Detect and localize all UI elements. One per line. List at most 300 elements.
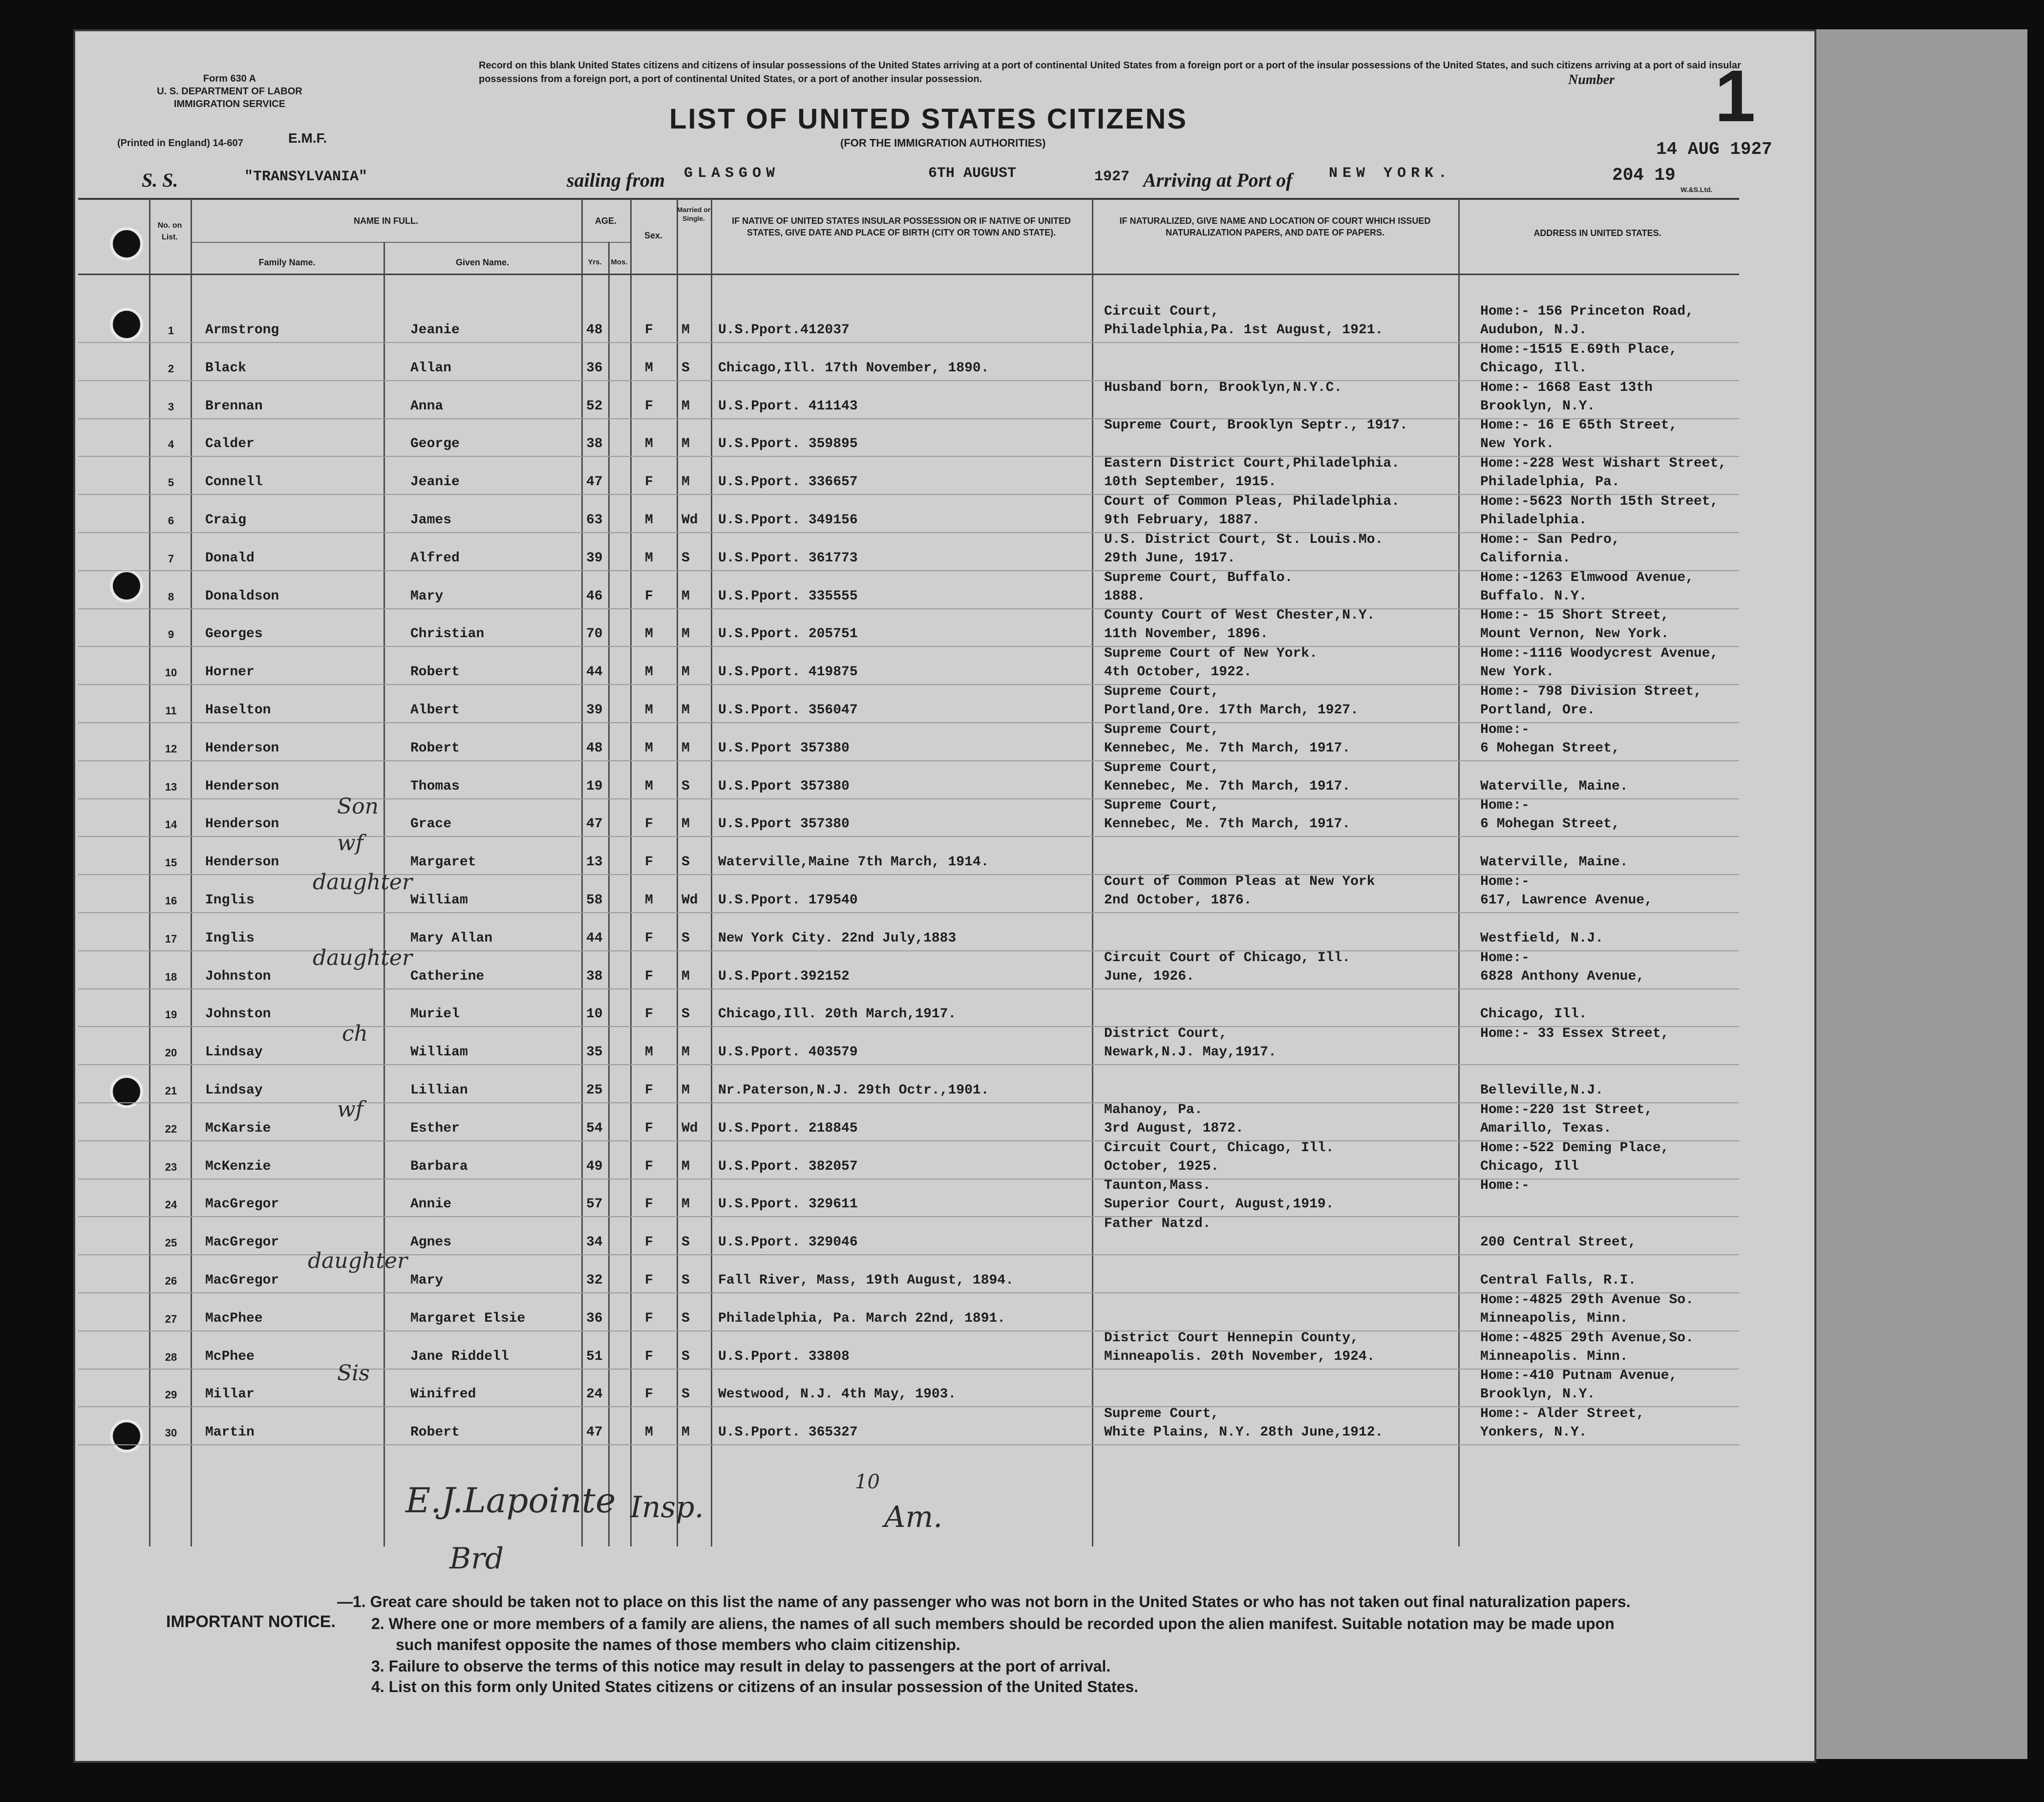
address-line-1: Home:-5623 North 15th Street, [1480,494,1719,509]
birth-info: U.S.Pport. 335555 [718,589,858,604]
marital-status: M [681,665,690,680]
given-name: Barbara [410,1159,468,1174]
row-number: 5 [168,476,174,489]
age-years: 10 [586,1007,603,1022]
address-line-1: Home:-4825 29th Avenue,So. [1480,1330,1694,1346]
row-number: 25 [165,1237,177,1249]
address-line-1: Home:- [1480,722,1530,737]
notice-item-2: 2. Where one or more members of a family are aliens, the names of all such members should be recorded upon the alien manifest. Suitable notation may be made upon [371,1615,1615,1632]
row-number: 13 [165,781,177,793]
binder-hole [110,1419,143,1453]
notice-item-3: 3. Failure to observe the terms of this notice may result in delay to passengers at the port of arrival. [371,1657,1111,1675]
birth-info: Philadelphia, Pa. March 22nd, 1891. [718,1311,1006,1326]
address-line-2: Portland, Ore. [1480,703,1596,718]
row-number: 6 [168,515,174,527]
address-line-2: Chicago, Ill. [1480,361,1587,376]
family-name: MacGregor [205,1235,279,1250]
col-divider [711,198,712,1546]
address-line-1: Home:- [1480,950,1530,965]
form-number: Form 630 A [203,73,256,84]
naturalization-line-1: County Court of West Chester,N.Y. [1104,608,1375,623]
address-line-2: Philadelphia, Pa. [1480,474,1620,490]
sex: M [645,665,653,680]
naturalization-line-1: U.S. District Court, St. Louis.Mo. [1104,532,1384,547]
row-number: 29 [165,1389,177,1401]
sex: M [645,703,653,718]
birth-info: U.S.Pport. 382057 [718,1159,858,1174]
sex: F [645,1349,653,1364]
row-number: 7 [168,553,174,565]
given-name: Thomas [410,779,460,794]
given-name: Robert [410,741,460,756]
header-no: No. on List. [157,221,182,241]
birth-info: U.S.Pport. 205751 [718,626,858,642]
sex: M [645,513,653,528]
birth-info: U.S.Pport 357380 [718,779,850,794]
header-sex: Sex. [644,231,663,240]
naturalization-line-2: Kennebec, Me. 7th March, 1917. [1104,816,1351,832]
number-label: Number [1568,72,1615,87]
address-line-2: 200 Central Street, [1480,1235,1637,1250]
given-name: Allan [410,361,452,376]
naturalization-line-2: Philadelphia,Pa. 1st August, 1921. [1104,322,1384,338]
family-name: Lindsay [205,1083,263,1098]
address-line-1: Home:- 33 Essex Street, [1480,1026,1669,1041]
given-name: Muriel [410,1007,460,1022]
naturalization-line-1: Supreme Court, Buffalo. [1104,570,1293,585]
arrival-date: 204 19 [1612,165,1676,185]
row-number: 16 [165,895,177,907]
naturalization-line-1: Circuit Court, Chicago, Ill. [1104,1140,1334,1156]
family-name: Inglis [205,931,255,946]
age-years: 57 [586,1197,603,1212]
address-line-2: 6 Mohegan Street, [1480,741,1620,756]
sailing-year: 1927 [1094,169,1130,185]
address-line-1: Home:- 1668 East 13th [1480,380,1653,395]
naturalization-line-2: Portland,Ore. 17th March, 1927. [1104,703,1359,718]
birth-info: U.S.Pport. 349156 [718,513,858,528]
address-line-1: Home:-1515 E.69th Place, [1480,342,1678,357]
address-line-2: New York. [1480,665,1554,680]
naturalization-line-2: October, 1925. [1104,1159,1219,1174]
row-number: 15 [165,857,177,869]
row-number: 24 [165,1199,177,1211]
marital-status: M [681,1197,690,1212]
birth-info: New York City. 22nd July,1883 [718,931,957,946]
address-line-1: Home:- 15 Short Street, [1480,608,1669,623]
marital-status: Wd [681,513,698,528]
address-line-1: Home:- San Pedro, [1480,532,1620,547]
birth-info: U.S.Pport.412037 [718,322,850,338]
sex: M [645,741,653,756]
adjacent-page-edge [1788,29,2027,1759]
given-name: Jeanie [410,474,460,490]
naturalization-line-1: Circuit Court, [1104,304,1219,319]
given-name: Alfred [410,551,460,566]
marital-status: M [681,816,690,832]
family-name: Calder [205,436,255,451]
address-line-2: Westfield, N.J. [1480,931,1604,946]
birth-info: U.S.Pport. 336657 [718,474,858,490]
given-name: Agnes [410,1235,452,1250]
naturalization-line-2: Superior Court, August,1919. [1104,1197,1334,1212]
family-name: Lindsay [205,1045,263,1060]
header-address: ADDRESS IN UNITED STATES. [1533,228,1661,238]
birth-info: U.S.Pport.392152 [718,969,850,984]
row-rule [78,836,1739,837]
given-name: Margaret [410,855,476,870]
row-number: 18 [165,971,177,983]
marital-status: S [681,1349,690,1364]
naturalization-line-1: Supreme Court, Brooklyn Septr., 1917. [1104,418,1408,433]
birth-info: U.S.Pport. 179540 [718,893,858,908]
address-line-2: Minneapolis. Minn. [1480,1349,1628,1364]
age-divider [581,242,630,243]
record-instructions: Record on this blank United States citizens and citizens of insular possessions of the United States arriving at a port of continental United States from a foreign port or a port of the insular possessions of the United States, and such citizens arriving at a port of said insular possessions from a foreign port, a port of continental United States, or a port of another insular possession. [479,60,1741,85]
sex: F [645,1235,653,1250]
arriving-label: Arriving at Port of [1143,169,1293,191]
age-years: 39 [586,703,603,718]
given-name: Mary [410,1273,444,1288]
family-name: McKarsie [205,1121,271,1136]
annotation-daughter: daughter [313,945,412,970]
sex: F [645,1387,653,1402]
age-years: 35 [586,1045,603,1060]
sex: M [645,1045,653,1060]
naturalization-line-1: Supreme Court, [1104,798,1219,813]
handwritten-board: Brd [449,1542,504,1576]
birth-info: U.S.Pport. 33808 [718,1349,850,1364]
printed-note: (Printed in England) 14-607 [117,138,243,149]
naturalization-line-1: District Court Hennepin County, [1104,1330,1359,1346]
row-number: 12 [165,743,177,755]
handwritten-am: Am. [884,1500,943,1534]
naturalization-line-1: Father Natzd. [1104,1216,1211,1231]
age-years: 36 [586,361,603,376]
family-name: Martin [205,1425,255,1440]
given-name: Mary [410,589,444,604]
address-line-2: Chicago, Ill [1480,1159,1579,1174]
row-number: 27 [165,1313,177,1325]
arrival-stamp: 14 AUG 1927 [1656,139,1772,159]
marital-status: S [681,361,690,376]
row-number: 10 [165,666,177,679]
given-name: Lillian [410,1083,468,1098]
family-name: Henderson [205,816,279,832]
address-line-2: Brooklyn, N.Y. [1480,1387,1596,1402]
sex: F [645,474,653,490]
naturalization-line-1: Supreme Court, [1104,760,1219,775]
naturalization-line-1: Supreme Court, [1104,1406,1219,1421]
address-line-2: Buffalo. N.Y. [1480,589,1587,604]
address-line-1: Home:-1116 Woodycrest Avenue, [1480,646,1719,661]
address-line-1: Home:- Alder Street, [1480,1406,1645,1421]
header-birth: IF NATIVE OF UNITED STATES INSULAR POSSESSION OR IF NATIVE OF UNITED STATES, GIVE DATE AND PLACE OF BIRTH (CITY OR TOWN AND STATE). [732,216,1071,237]
sex: M [645,1425,653,1440]
marital-status: S [681,1235,690,1250]
row-number: 21 [165,1085,177,1097]
family-name: Georges [205,626,263,642]
department: U. S. DEPARTMENT OF LABOR [157,86,302,97]
annotation-daughter: daughter [313,870,412,895]
page-subtitle: (FOR THE IMMIGRATION AUTHORITIES) [840,137,1046,149]
row-rule [78,760,1739,761]
birth-info: U.S.Pport. 365327 [718,1425,858,1440]
age-years: 25 [586,1083,603,1098]
marital-status: M [681,322,690,338]
naturalization-line-2: 11th November, 1896. [1104,626,1269,642]
family-name: Craig [205,513,247,528]
naturalization-line-2: 3rd August, 1872. [1104,1121,1244,1136]
naturalization-line-1: Mahanoy, Pa. [1104,1102,1203,1117]
sailing-date: 6TH AUGUST [928,165,1017,182]
marital-status: M [681,1083,690,1098]
given-name: Christian [410,626,485,642]
age-years: 36 [586,1311,603,1326]
sex: M [645,626,653,642]
naturalization-line-2: Kennebec, Me. 7th March, 1917. [1104,741,1351,756]
marital-status: S [681,779,690,794]
header-bottom-border [78,274,1739,275]
given-name: Margaret Elsie [410,1311,526,1326]
birth-info: U.S.Pport. 403579 [718,1045,858,1060]
marital-status: M [681,969,690,984]
address-line-1: Home:-522 Deming Place, [1480,1140,1669,1156]
birth-info: Nr.Paterson,N.J. 29th Octr.,1901. [718,1083,989,1098]
family-name: MacGregor [205,1273,279,1288]
birth-info: U.S.Pport 357380 [718,741,850,756]
sex: F [645,855,653,870]
col-divider [581,198,583,1546]
printer-mark: W.&S.Ltd. [1681,186,1713,193]
given-name: Winifred [410,1387,476,1402]
birth-info: Westwood, N.J. 4th May, 1903. [718,1387,957,1402]
sex: F [645,1083,653,1098]
age-years: 58 [586,893,603,908]
age-years: 38 [586,969,603,984]
row-number: 22 [165,1123,177,1135]
naturalization-line-1: Court of Common Pleas at New York [1104,874,1375,889]
col-divider [630,198,632,1546]
naturalization-line-1: District Court, [1104,1026,1228,1041]
family-name: McPhee [205,1349,255,1364]
col-divider [191,198,192,1546]
age-years: 51 [586,1349,603,1364]
address-line-2: Central Falls, R.I. [1480,1273,1637,1288]
annotation-wife: wf [337,831,363,856]
given-name: William [410,893,468,908]
inspector-signature: E.J.Lapointe [405,1480,616,1521]
header-family: Family Name. [258,257,316,267]
sex: M [645,551,653,566]
binder-hole [110,308,143,341]
age-years: 13 [586,855,603,870]
address-line-1: Home:-220 1st Street, [1480,1102,1653,1117]
address-line-1: Home:- [1480,874,1530,889]
marital-status: S [681,855,690,870]
marital-status: S [681,931,690,946]
row-number: 30 [165,1427,177,1439]
age-years: 52 [586,399,603,414]
given-name: Robert [410,665,460,680]
family-name: Johnston [205,969,271,984]
address-line-1: Home:-228 West Wishart Street, [1480,456,1727,471]
naturalization-line-2: 2nd October, 1876. [1104,893,1252,908]
marital-status: S [681,1311,690,1326]
family-name: Johnston [205,1007,271,1022]
age-years: 47 [586,1425,603,1440]
naturalization-line-2: 4th October, 1922. [1104,665,1252,680]
address-line-2: Belleville,N.J. [1480,1083,1604,1098]
sex: F [645,589,653,604]
birth-info: Chicago,Ill. 17th November, 1890. [718,361,989,376]
sex: F [645,1007,653,1022]
annotation-child: ch [342,1021,368,1046]
given-name: Robert [410,1425,460,1440]
address-line-1: Home:-4825 29th Avenue So. [1480,1292,1694,1308]
given-name: Albert [410,703,460,718]
naturalization-line-2: 9th February, 1887. [1104,513,1260,528]
naturalization-line-2: June, 1926. [1104,969,1194,984]
address-line-2: Yonkers, N.Y. [1480,1425,1587,1440]
age-years: 44 [586,665,603,680]
naturalization-line-1: Court of Common Pleas, Philadelphia. [1104,494,1400,509]
naturalization-line-2: Kennebec, Me. 7th March, 1917. [1104,779,1351,794]
row-number: 26 [165,1275,177,1287]
table-top-border [78,198,1739,200]
row-number: 20 [165,1047,177,1059]
emf-mark: E.M.F. [288,130,327,146]
row-number: 3 [168,401,174,413]
notice-item-2b: such manifest opposite the names of those members who claim citizenship. [396,1636,960,1653]
header-married: Married or Single. [677,206,711,222]
list-number: 1 [1715,55,1756,137]
row-number: 8 [168,591,174,603]
family-name: Horner [205,665,255,680]
address-line-2: Chicago, Ill. [1480,1007,1587,1022]
binder-hole [110,569,143,602]
address-line-2: 6 Mohegan Street, [1480,816,1620,832]
family-name: Inglis [205,893,255,908]
arrival-port: NEW YORK. [1329,165,1452,182]
form-info [142,72,318,110]
header-given: Given Name. [455,257,510,267]
sex: F [645,399,653,414]
naturalization-line-1: Eastern District Court,Philadelphia. [1104,456,1400,471]
notice-item-4: 4. List on this form only United States citizens or citizens of an insular possession of the United States. [371,1678,1139,1695]
birth-info: U.S.Pport. 356047 [718,703,858,718]
marital-status: M [681,1159,690,1174]
family-name: Henderson [205,741,279,756]
marital-status: M [681,399,690,414]
naturalization-line-1: Husband born, Brooklyn,N.Y.C. [1104,380,1342,395]
birth-info: Chicago,Ill. 20th March,1917. [718,1007,957,1022]
naturalization-line-2: Newark,N.J. May,1917. [1104,1045,1277,1060]
given-name: Anna [410,399,444,414]
row-rule [78,912,1739,913]
address-line-2: 617, Lawrence Avenue, [1480,893,1653,908]
naturalization-line-1: Supreme Court, [1104,684,1219,699]
family-name: Connell [205,474,263,490]
address-line-2: Amarillo, Texas. [1480,1121,1612,1136]
family-name: Brennan [205,399,263,414]
birth-info: U.S.Pport. 329611 [718,1197,858,1212]
naturalization-line-1: Supreme Court, [1104,722,1219,737]
address-line-2: 6828 Anthony Avenue, [1480,969,1645,984]
address-line-2: Brooklyn, N.Y. [1480,399,1596,414]
marital-status: Wd [681,893,698,908]
row-number: 4 [168,438,174,450]
family-name: Henderson [205,855,279,870]
marital-status: M [681,474,690,490]
birth-info: U.S.Pport. 361773 [718,551,858,566]
sex: M [645,361,653,376]
binder-hole [110,227,143,260]
address-line-1: Home:- [1480,1178,1530,1193]
header-mos: Mos. [611,258,628,266]
row-rule [78,1216,1739,1217]
row-number: 28 [165,1351,177,1363]
sex: F [645,969,653,984]
family-name: MacGregor [205,1197,279,1212]
naturalization-line-2: 29th June, 1917. [1104,551,1235,566]
age-years: 48 [586,741,603,756]
birth-info: U.S.Pport 357380 [718,816,850,832]
address-line-2: Waterville, Maine. [1480,855,1628,870]
sex: M [645,779,653,794]
address-line-2: New York. [1480,436,1554,451]
sex: F [645,1159,653,1174]
age-years: 24 [586,1387,603,1402]
address-line-2: Philadelphia. [1480,513,1587,528]
birth-info: U.S.Pport. 411143 [718,399,858,414]
annotation-sister: Sis [337,1361,370,1386]
age-years: 44 [586,931,603,946]
birth-info: Waterville,Maine 7th March, 1914. [718,855,989,870]
given-name: Grace [410,816,452,832]
given-name: Mary Allan [410,931,493,946]
address-line-2: California. [1480,551,1571,566]
marital-status: S [681,1007,690,1022]
row-number: 1 [168,324,174,337]
naturalization-line-2: 1888. [1104,589,1146,604]
annotation-daughter: daughter [308,1248,407,1273]
sex: M [645,893,653,908]
row-number: 11 [165,705,177,717]
row-rule [78,988,1739,989]
birth-info: Fall River, Mass, 19th August, 1894. [718,1273,1014,1288]
family-name: Henderson [205,779,279,794]
notice-item-1: —1. Great care should be taken not to place on this list the name of any passenger who was not born in the United States or who has not taken out final naturalization papers. [337,1593,1631,1610]
annotation-son: Son [337,794,379,819]
sex: F [645,1197,653,1212]
age-years: 63 [586,513,603,528]
given-name: James [410,513,452,528]
marital-status: M [681,1045,690,1060]
family-name: McKenzie [205,1159,271,1174]
sex: F [645,1311,653,1326]
marital-status: S [681,551,690,566]
sex: F [645,816,653,832]
service: IMMIGRATION SERVICE [173,99,286,109]
family-name: Donald [205,551,255,566]
row-number: 17 [165,933,177,945]
row-number: 9 [168,628,174,641]
sex: F [645,1273,653,1288]
inspector-title: Insp. [630,1490,704,1524]
header-name: NAME IN FULL. [354,216,418,226]
ship-name: "TRANSYLVANIA" [244,169,368,185]
